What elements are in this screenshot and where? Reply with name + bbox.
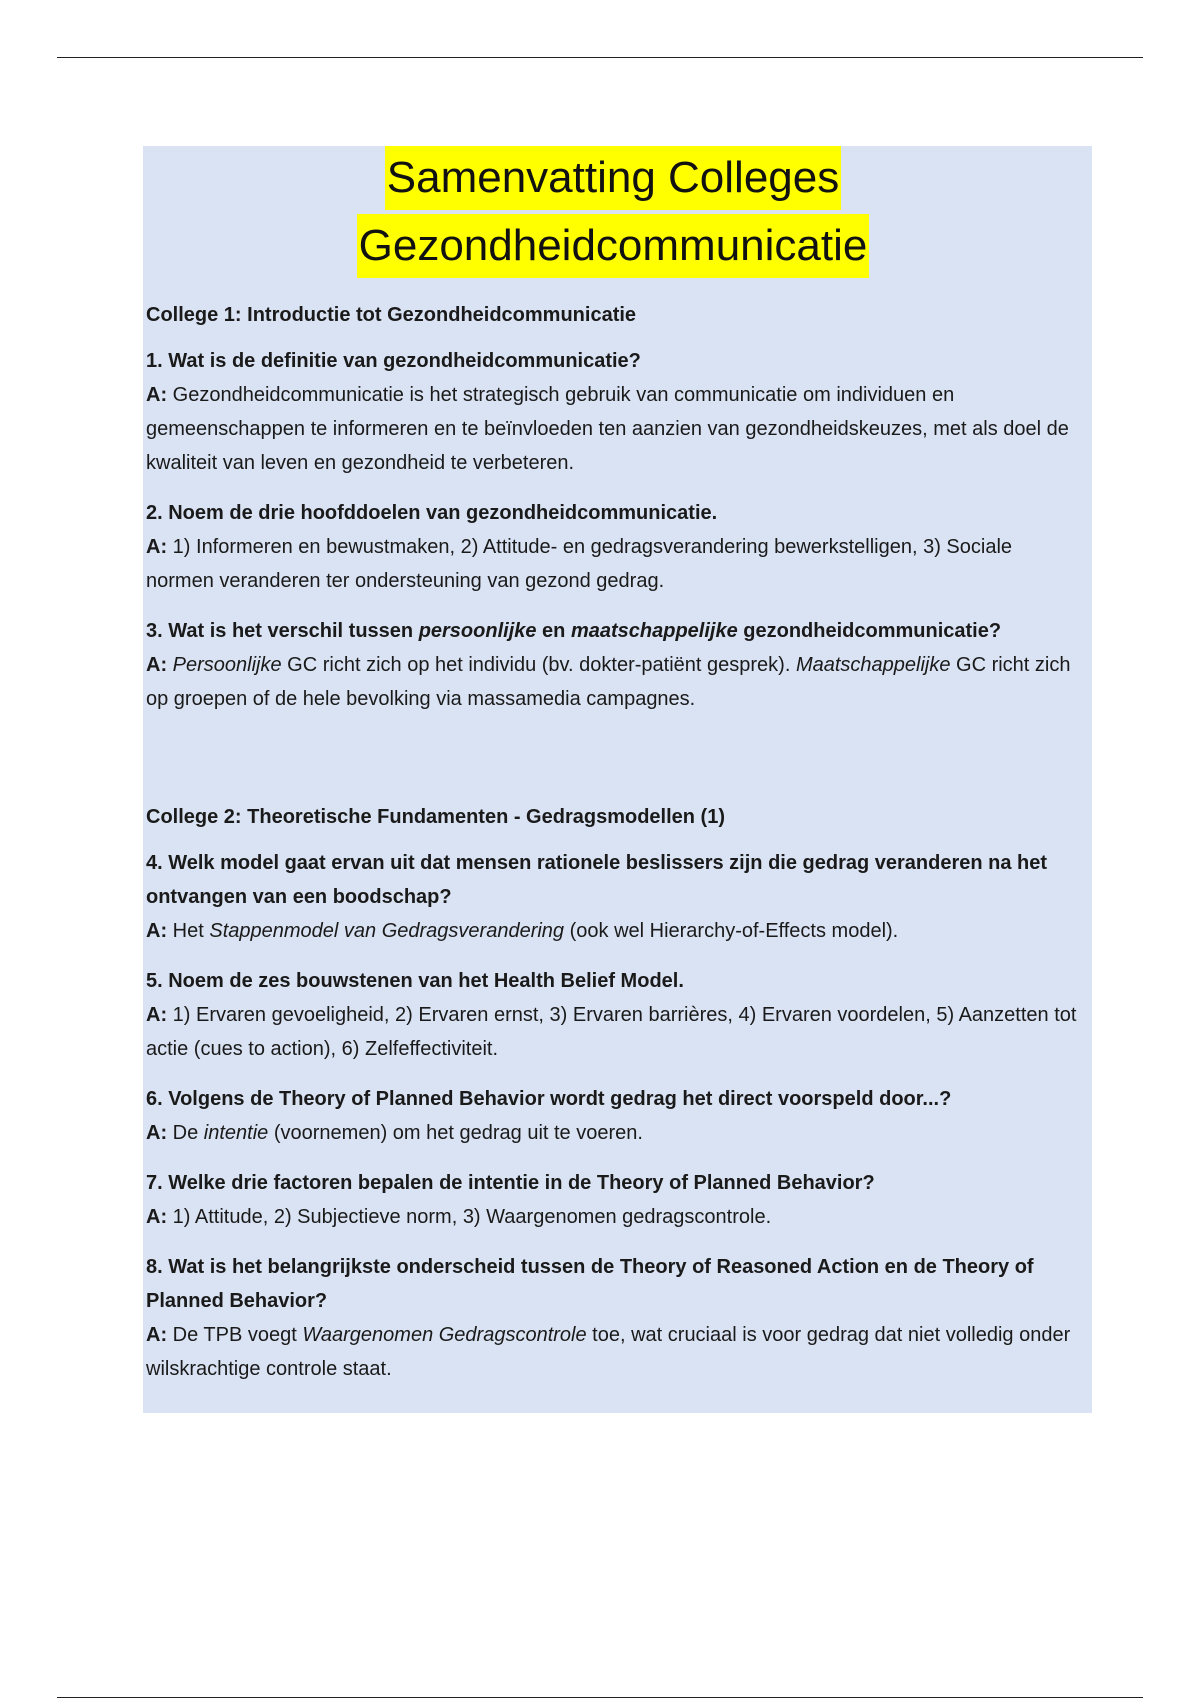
answer-3: [146, 654, 1071, 710]
answer-4-part: (ook wel Hierarchy-of-Effects model).: [564, 920, 899, 942]
answer-label-5: A:: [146, 1004, 168, 1026]
question-4: 4. Welk model gaat ervan uit dat mensen rationele beslissers zijn die gedrag veranderen na het ontvangen van een boodschap?: [146, 852, 1048, 908]
answer-3-emphasis: Maatschappelijke: [795, 654, 951, 676]
answer-5: 1) Ervaren gevoeligheid, 2) Ervaren ernst, 3) Ervaren barrières, 4) Ervaren voordelen, 5) Aanzetten tot actie (cues to action), 6) Zelfeffectiviteit.: [146, 1004, 1077, 1060]
answer-4: [167, 920, 898, 942]
document-title: [146, 146, 1080, 282]
qa-item-2: [146, 496, 1080, 598]
answer-label-3: A:: [146, 654, 168, 676]
answer-8-part: De TPB voegt: [167, 1324, 303, 1346]
qa-item-5: [146, 964, 1080, 1066]
qa-item-8: [146, 1250, 1080, 1386]
answer-label-6: A:: [146, 1122, 168, 1144]
answer-6: [167, 1122, 643, 1144]
qa-item-4: [146, 846, 1080, 948]
answer-6-emphasis: intentie: [203, 1122, 269, 1144]
answer-8-emphasis: Waargenomen Gedragscontrole: [302, 1324, 587, 1346]
answer-label-1: A:: [146, 384, 168, 406]
qa-item-1: [146, 344, 1080, 480]
answer-3-part: GC richt zich op groepen of de hele bevolking via massamedia campagnes.: [146, 654, 1071, 710]
title-line-1: Samenvatting Colleges: [385, 146, 841, 210]
answer-4-emphasis: Stappenmodel van Gedragsverandering: [209, 920, 565, 942]
question-3: [146, 614, 1080, 648]
answer-label-8: A:: [146, 1324, 168, 1346]
question-3-emphasis: maatschappelijke: [570, 620, 738, 642]
document-content: [143, 146, 1092, 1413]
qa-item-7: [146, 1166, 1080, 1234]
question-6: 6. Volgens de Theory of Planned Behavior wordt gedrag het direct voorspeld door...?: [146, 1088, 952, 1110]
question-7: 7. Welke drie factoren bepalen de intentie in de Theory of Planned Behavior?: [146, 1172, 875, 1194]
question-3-part: en: [536, 620, 571, 642]
question-3-emphasis: persoonlijke: [418, 620, 537, 642]
question-5: 5. Noem de zes bouwstenen van het Health Belief Model.: [146, 970, 684, 992]
top-rule: [57, 57, 1143, 58]
question-1: 1. Wat is de definitie van gezondheidcommunicatie?: [146, 350, 641, 372]
answer-label-2: A:: [146, 536, 168, 558]
answer-2: 1) Informeren en bewustmaken, 2) Attitude- en gedragsverandering bewerkstelligen, 3) Sociale normen veranderen ter ondersteuning van gezond gedrag.: [146, 536, 1013, 592]
answer-4-part: Het: [167, 920, 210, 942]
answer-3-part: GC richt zich op het individu (bv. dokter-patiënt gesprek).: [281, 654, 796, 676]
title-line-2: Gezondheidcommunicatie: [357, 214, 870, 278]
question-3-part: gezondheidcommunicatie?: [737, 620, 1002, 642]
section-heading-college-2: College 2: Theoretische Fundamenten - Gedragsmodellen (1): [146, 806, 725, 828]
answer-6-part: (voornemen) om het gedrag uit te voeren.: [268, 1122, 643, 1144]
question-3-part: 3. Wat is het verschil tussen: [146, 620, 419, 642]
answer-3-emphasis: Persoonlijke: [172, 654, 282, 676]
question-2: 2. Noem de drie hoofddoelen van gezondheidcommunicatie.: [146, 502, 718, 524]
qa-item-6: [146, 1082, 1080, 1150]
answer-1: Gezondheidcommunicatie is het strategisch gebruik van communicatie om individuen en gemeenschappen te informeren en te beïnvloeden ten aanzien van gezondheidskeuzes, met als doel de kwaliteit van leven en gezondheid te verbeteren.: [146, 384, 1069, 474]
question-8: 8. Wat is het belangrijkste onderscheid tussen de Theory of Reasoned Action en de Theory of Planned Behavior?: [146, 1256, 1034, 1312]
section-heading-college-1: College 1: Introductie tot Gezondheidcommunicatie: [146, 304, 637, 326]
bottom-rule: [57, 1697, 1143, 1698]
answer-8-part: toe, wat cruciaal is voor gedrag dat niet volledig onder wilskrachtige controle staat.: [146, 1324, 1071, 1380]
section-spacer: [146, 732, 1080, 800]
answer-8: [146, 1324, 1070, 1380]
qa-item-3: [146, 614, 1080, 716]
answer-7: 1) Attitude, 2) Subjectieve norm, 3) Waargenomen gedragscontrole.: [167, 1206, 772, 1228]
answer-6-part: De: [167, 1122, 204, 1144]
answer-label-7: A:: [146, 1206, 168, 1228]
answer-label-4: A:: [146, 920, 168, 942]
